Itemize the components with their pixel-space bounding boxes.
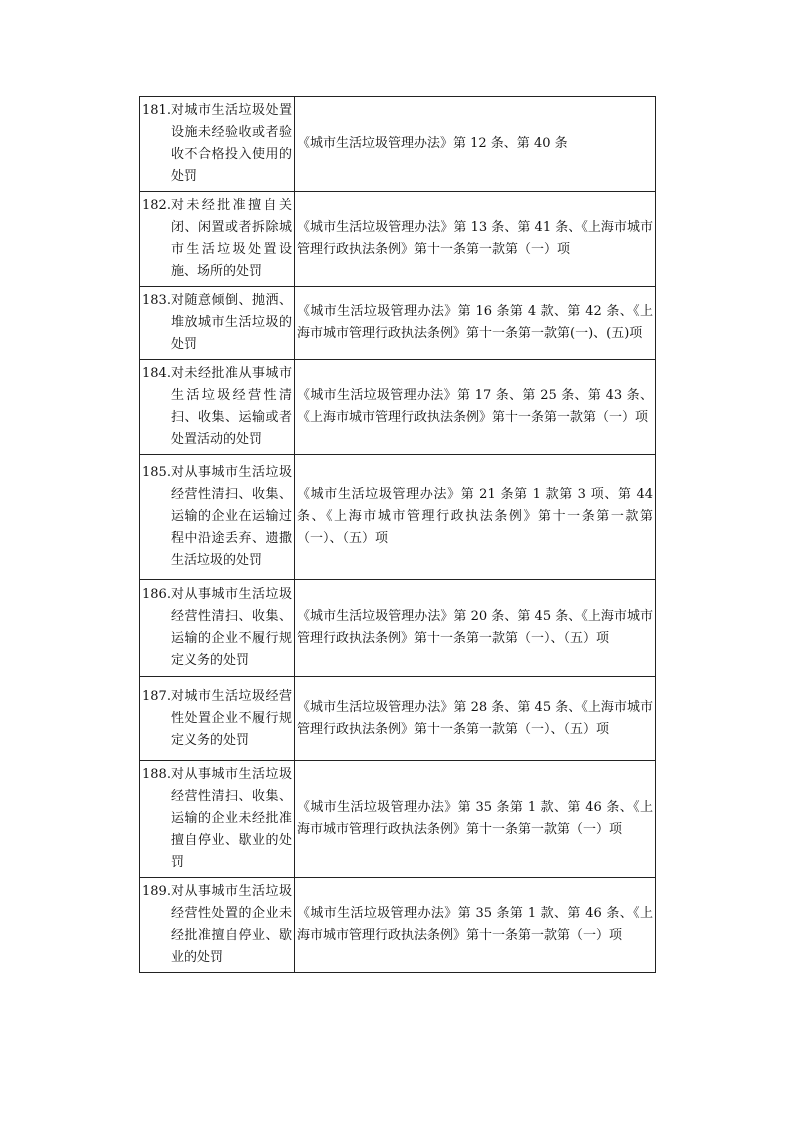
basis-cell — [295, 455, 656, 580]
item-cell — [140, 192, 295, 287]
item-number: 188. — [142, 767, 171, 782]
basis-cell — [295, 878, 656, 973]
item-title: 对未经批准擅自关闭、闲置或者拆除城市生活垃圾处置设施、场所的处罚 — [170, 198, 292, 279]
item-cell — [140, 878, 295, 973]
legal-basis-text: 《城市生活垃圾管理办法》第 20 条、第 45 条、《上海市城市管理行政执法条例》第十一条第一款第（一）、（五）项 — [297, 609, 653, 646]
item-number: 184. — [142, 366, 171, 381]
item-cell — [140, 580, 295, 677]
item-title: 对从事城市生活垃圾经营性清扫、收集、运输的企业不履行规定义务的处罚 — [170, 587, 292, 668]
basis-cell — [295, 287, 656, 360]
item-title: 对城市生活垃圾处置设施未经验收或者验收不合格投入使用的处罚 — [170, 103, 292, 184]
table-row — [140, 455, 656, 580]
table-row — [140, 878, 656, 973]
item-title: 对未经批准从事城市生活垃圾经营性清扫、收集、运输或者处置活动的处罚 — [170, 366, 292, 447]
basis-cell — [295, 677, 656, 761]
item-number: 187. — [142, 688, 171, 704]
legal-basis-text: 《城市生活垃圾管理办法》第 21 条第 1 款第 3 项、第 44 条、《上海市城市管理行政执法条例》第十一条第一款第（一）、（五）项 — [297, 487, 653, 546]
table-row — [140, 677, 656, 761]
basis-cell — [295, 761, 656, 878]
item-cell — [140, 97, 295, 192]
legal-basis-text: 《城市生活垃圾管理办法》第 35 条第 1 款、第 46 条、《上海市城市管理行政执法条例》第十一条第一款第（一）项 — [297, 906, 653, 943]
item-cell — [140, 761, 295, 878]
enforcement-items-table — [139, 96, 656, 973]
legal-basis-text: 《城市生活垃圾管理办法》第 16 条第 4 款、第 42 条、《上海市城市管理行政执法条例》第十一条第一款第(一)、(五)项 — [297, 304, 653, 341]
basis-cell — [295, 580, 656, 677]
legal-basis-text: 《城市生活垃圾管理办法》第 13 条、第 41 条、《上海市城市管理行政执法条例》第十一条第一款第（一）项 — [297, 220, 653, 257]
item-title: 对从事城市生活垃圾经营性清扫、收集、运输的企业在运输过程中沿途丢弃、遗撒生活垃圾的处罚 — [170, 465, 292, 568]
item-number: 189. — [142, 884, 171, 899]
legal-basis-text: 《城市生活垃圾管理办法》第 35 条第 1 款、第 46 条、《上海市城市管理行政执法条例》第十一条第一款第（一）项 — [297, 800, 653, 837]
basis-cell — [295, 192, 656, 287]
item-number: 182. — [142, 198, 171, 213]
item-title: 对从事城市生活垃圾经营性处置的企业未经批准擅自停业、歇业的处罚 — [170, 884, 292, 965]
item-number: 181. — [142, 103, 171, 118]
item-title: 对城市生活垃圾经营性处置企业不履行规定义务的处罚 — [170, 688, 292, 748]
item-cell — [140, 677, 295, 761]
legal-basis-text: 《城市生活垃圾管理办法》第 17 条、第 25 条、第 43 条、《上海市城市管理行政执法条例》第十一条第一款第（一）项 — [297, 388, 653, 425]
table-row — [140, 761, 656, 878]
item-title: 对随意倾倒、抛洒、堆放城市生活垃圾的处罚 — [170, 293, 292, 352]
legal-basis-text: 《城市生活垃圾管理办法》第 28 条、第 45 条、《上海市城市管理行政执法条例》第十一条第一款第（一）、（五）项 — [297, 699, 653, 737]
basis-cell — [295, 360, 656, 455]
item-cell — [140, 360, 295, 455]
item-cell — [140, 287, 295, 360]
table-row — [140, 192, 656, 287]
item-title: 对从事城市生活垃圾经营性清扫、收集、运输的企业未经批准擅自停业、歇业的处罚 — [170, 767, 292, 870]
table-row — [140, 287, 656, 360]
table-row — [140, 360, 656, 455]
table-row — [140, 97, 656, 192]
item-number: 183. — [142, 293, 171, 308]
item-number: 185. — [142, 465, 171, 480]
legal-basis-text: 《城市生活垃圾管理办法》第 12 条、第 40 条 — [297, 136, 568, 151]
item-cell — [140, 455, 295, 580]
table-row — [140, 580, 656, 677]
basis-cell — [295, 97, 656, 192]
item-number: 186. — [142, 587, 171, 602]
